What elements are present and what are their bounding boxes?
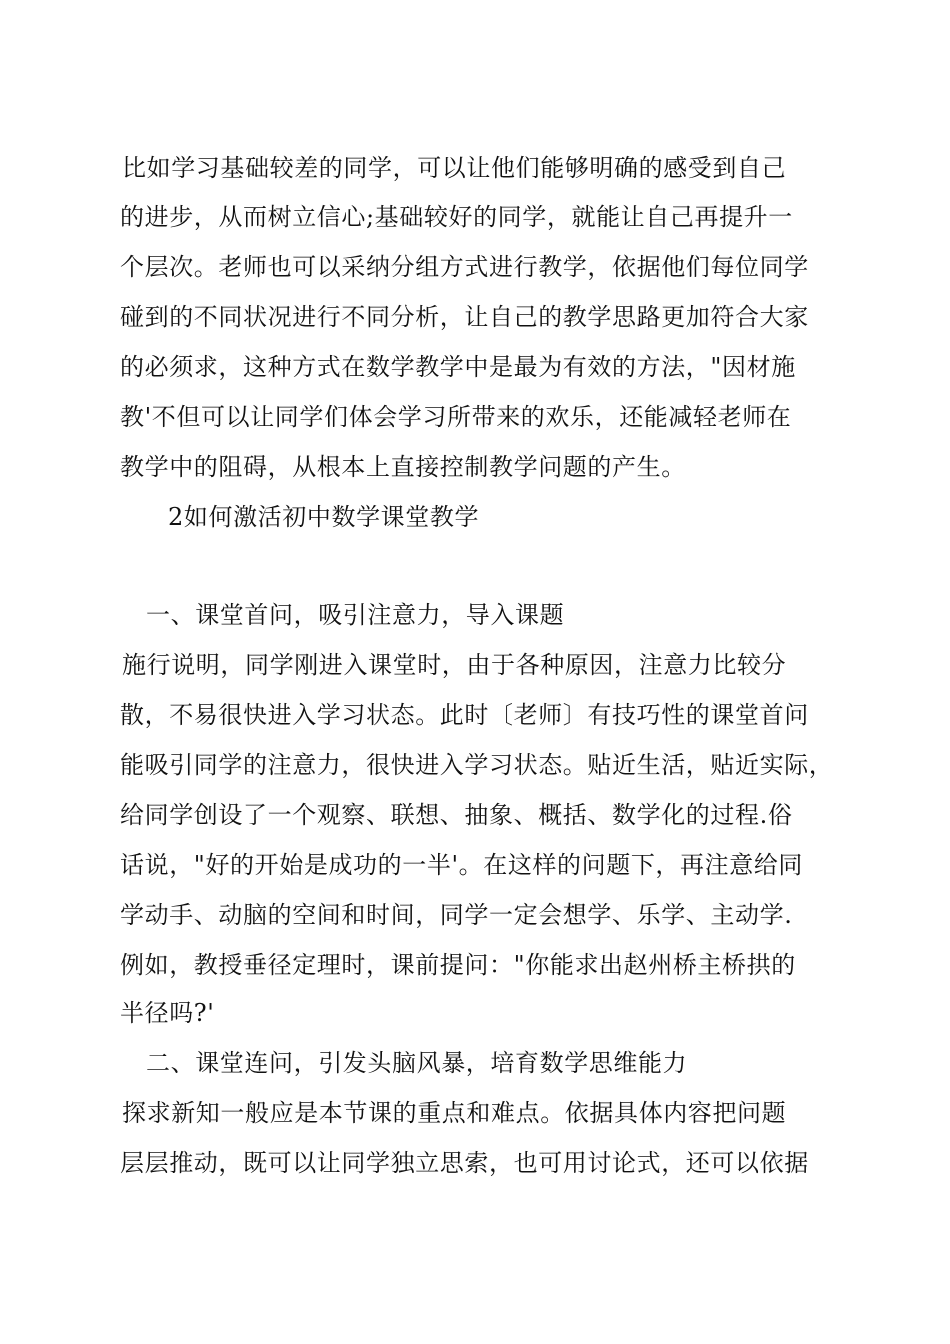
text-line: 能吸引同学的注意力，很快进入学习状态。贴近生活，贴近实际， xyxy=(120,751,834,779)
text-line: 碰到的不同状况进行不同分析，让自己的教学思路更加符合大家 xyxy=(120,303,809,331)
text-line: 施行说明，同学刚进入课堂时，由于各种原因，注意力比较分 xyxy=(122,651,787,679)
text-line: 个层次。老师也可以采纳分组方式进行教学，依据他们每位同学 xyxy=(120,253,809,281)
text-line: 的必须求，这种方式在数学教学中是最为有效的方法，"因材施 xyxy=(120,353,796,381)
text-line: 教'不但可以让同学们体会学习所带来的欢乐，还能减轻老师在 xyxy=(120,403,792,431)
text-line: 教学中的阻碍，从根本上直接控制教学问题的产生。 xyxy=(120,453,686,481)
text-line: 话说，"好的开始是成功的一半'。在这样的问题下，再注意给同 xyxy=(120,851,804,879)
text-line: 探求新知一般应是本节课的重点和难点。依据具体内容把问题 xyxy=(122,1099,787,1127)
text-line: 学动手、动脑的空间和时间，同学一定会想学、乐学、主动学. xyxy=(120,901,793,929)
text-line: 散，不易很快进入学习状态。此时〔老师〕有技巧性的课堂首问 xyxy=(120,701,809,729)
text-line: 给同学创设了一个观察、联想、抽象、概括、数学化的过程.俗 xyxy=(120,801,793,829)
text-line: 例如，教授垂径定理时，课前提问："你能求出赵州桥主桥拱的 xyxy=(120,951,796,979)
subsection-heading: 二、课堂连问，引发头脑风暴，培育数学思维能力 xyxy=(146,1049,688,1077)
section-heading: 2如何激活初中数学课堂教学 xyxy=(168,503,480,531)
text-line: 比如学习基础较差的同学，可以让他们能够明确的感受到自己 xyxy=(122,154,787,182)
text-line: 的进步，从而树立信心;基础较好的同学，就能让自己再提升一 xyxy=(120,203,793,231)
subsection-heading: 一、课堂首问，吸引注意力，导入课题 xyxy=(146,601,565,629)
text-line: 半径吗?' xyxy=(120,999,215,1027)
text-line: 层层推动，既可以让同学独立思索，也可用讨论式，还可以依据 xyxy=(120,1149,809,1177)
